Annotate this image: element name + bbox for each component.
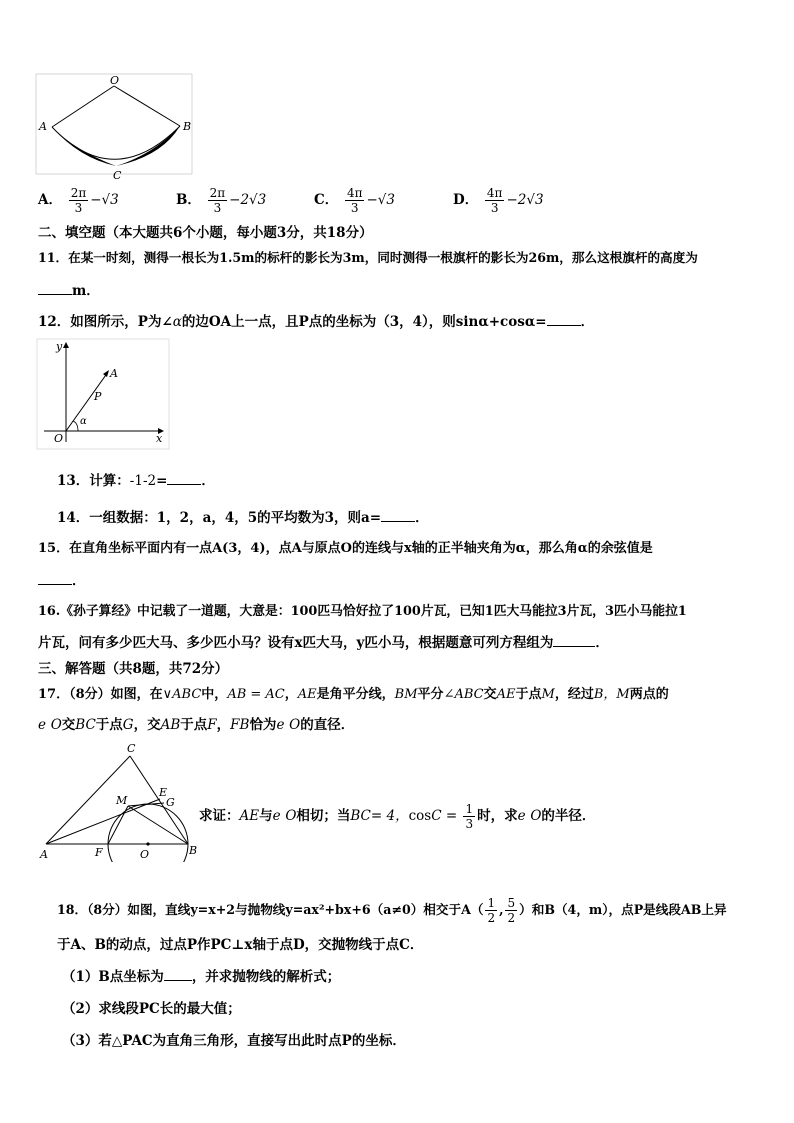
text-segment: 3	[490, 201, 499, 215]
y-axis-arrow	[63, 342, 69, 348]
label-O: O	[54, 432, 64, 445]
text-segment: 4π	[486, 186, 503, 200]
label-A: A	[110, 367, 118, 380]
text-segment: M	[541, 687, 555, 702]
segment-AE	[46, 799, 160, 844]
option-rest: −√3	[366, 192, 395, 208]
q13-line	[57, 470, 756, 492]
q12-figure	[36, 338, 170, 450]
section-3-heading: 三、解答题（共8题，共72分）	[38, 661, 229, 677]
option-c	[314, 186, 395, 215]
label-P: P	[94, 390, 102, 403]
label-O: O	[140, 848, 150, 861]
q15-line1: 15．在直角坐标平面内有一点A(3，4)，点A与原点O的连线与x轴的正半轴夹角为α，那么角α的余弦值是	[38, 541, 653, 556]
segment-BM	[128, 806, 188, 844]
text-segment: 18．（8分）如图，直线y=x+2与抛物线y=ax²+bx+6（a≠0）相交于A（	[57, 902, 484, 917]
q11-unit: m．	[72, 283, 100, 299]
answer-blank[interactable]	[164, 968, 192, 981]
text-segment: ，	[216, 717, 231, 733]
text-segment: AB	[160, 717, 181, 733]
shaded-region-left	[52, 127, 116, 166]
option-fraction	[345, 186, 365, 215]
text-segment: 恰为	[249, 717, 277, 733]
q16-line2	[38, 632, 756, 654]
text-segment: 2π	[209, 186, 226, 200]
label-G: G	[166, 796, 175, 809]
text-segment: 于点	[95, 717, 123, 733]
option-d	[453, 186, 544, 215]
label-C: C	[113, 169, 122, 182]
text-segment: ，	[284, 687, 298, 702]
text-segment: 两点的	[629, 687, 669, 702]
label-M: M	[116, 794, 128, 807]
q18-line1	[57, 896, 756, 925]
segment-OB	[114, 86, 180, 126]
q14-text: 14．一组数据：1，2，a，4，5的平均数为3，则a=	[57, 510, 382, 526]
text-segment: 4π	[346, 186, 363, 200]
text-segment: 2π	[70, 186, 87, 200]
q16-end: ．	[595, 635, 609, 651]
q13-end: ．	[201, 473, 215, 489]
text-segment: 于点	[515, 687, 542, 702]
q15-end: ．	[72, 573, 86, 589]
q13-prefix: 13．计算：	[57, 473, 130, 489]
answer-blank[interactable]	[547, 313, 581, 326]
option-fraction	[485, 186, 505, 215]
option-a	[38, 186, 119, 215]
q14-line	[57, 507, 756, 529]
text-segment: 的直径．	[300, 717, 355, 733]
text-segment: O	[289, 717, 301, 733]
shaded-region-right	[116, 126, 180, 166]
label-B: B	[189, 844, 198, 857]
label-A: A	[39, 120, 47, 133]
text-segment: （1）B点坐标为	[62, 969, 164, 985]
option-letter: B．	[176, 192, 201, 208]
text-segment: AE	[496, 687, 516, 702]
label-E: E	[159, 786, 168, 799]
option-b	[176, 186, 266, 215]
q14-end: ．	[415, 510, 429, 526]
text-segment: 于点	[180, 717, 208, 733]
text-segment: ,	[499, 902, 504, 917]
text-segment: 是角平分线，	[316, 687, 395, 702]
text-segment: 时，求	[477, 808, 518, 824]
side-BC	[130, 756, 188, 844]
label-alpha: α	[80, 416, 87, 427]
text-segment: BC	[350, 808, 371, 824]
text-segment: BC	[75, 717, 96, 733]
text-segment: 17．（8分）如图，在	[38, 687, 163, 702]
option-rest: −√3	[90, 192, 119, 208]
text-segment: 中，	[201, 687, 228, 702]
q16-text: 片瓦，问有多少匹大马、多少匹小马？设有x匹大马，y匹小马，根据题意可列方程组为	[38, 635, 554, 651]
q18-part3: （3）若△PAC为直角三角形，直接写出此时点P的坐标．	[62, 1033, 406, 1049]
q13-equals: =	[156, 473, 168, 489]
text-segment: O	[285, 808, 297, 824]
text-segment: ，经过	[554, 687, 594, 702]
cos-fraction	[463, 802, 475, 831]
text-segment: 1	[465, 802, 474, 816]
text-segment: e	[272, 808, 281, 824]
text-segment: 1	[487, 896, 496, 910]
angle-arc	[73, 421, 78, 431]
option-fraction	[69, 186, 89, 215]
text-segment: e	[517, 808, 526, 824]
text-segment: ）和B（4，m），点P是线段AB上异	[519, 902, 727, 917]
answer-blank[interactable]	[38, 572, 72, 585]
text-segment: ，交	[133, 717, 161, 733]
answer-blank[interactable]	[381, 509, 415, 522]
text-segment: ，并求抛物线的解析式；	[191, 969, 341, 985]
text-segment: =	[441, 808, 462, 824]
label-C: C	[127, 742, 136, 755]
segment-OA	[52, 86, 114, 127]
label-B: B	[183, 120, 192, 133]
q18-line2: 于A、B的动点，过点P作PC⊥x轴于点D，交抛物线于点C．	[57, 937, 424, 953]
text-segment: AE	[297, 687, 317, 702]
text-segment: 与	[259, 808, 273, 824]
label-x: x	[156, 432, 163, 445]
label-F: F	[95, 846, 103, 859]
q17-line1	[38, 684, 756, 706]
text-segment: F	[207, 717, 217, 733]
text-segment: ∠ABC	[443, 687, 484, 702]
text-segment: BM	[394, 687, 418, 702]
q15-line2	[38, 570, 756, 592]
text-segment: FB	[230, 717, 250, 733]
text-segment: 相切；当	[296, 808, 351, 824]
coord-x-fraction	[485, 896, 497, 925]
q12-text-b: 的边OA上一点，且P点的坐标为（3，4），则sinα+cosα=	[181, 314, 547, 330]
q11-line1: 11．在某一时刻，测得一根长为1.5m的标杆的影长为3m，同时测得一根旗杆的影长为26m，那么这根旗杆的高度为	[38, 250, 698, 265]
ray-OA	[66, 372, 108, 431]
q12-text-a: 12．如图所示，P为∠	[38, 314, 173, 330]
text-segment: 3	[465, 817, 474, 831]
q17-figure	[36, 740, 206, 862]
text-segment: 2	[507, 911, 516, 925]
text-segment: 2	[487, 911, 496, 925]
q12-end: ．	[580, 314, 595, 330]
q12-line	[38, 311, 756, 333]
option-letter: D．	[453, 192, 479, 208]
option-rest: −2√3	[506, 192, 544, 208]
text-segment: G	[122, 717, 134, 733]
q17-line2	[38, 714, 756, 736]
q12-alpha: α	[172, 314, 182, 330]
text-segment: 3	[350, 201, 359, 215]
label-A: A	[40, 848, 48, 861]
text-segment: e	[38, 717, 46, 733]
q18-part1	[62, 966, 756, 988]
ray-arrow	[103, 370, 109, 377]
text-segment: cos	[408, 808, 432, 824]
option-letter: A．	[38, 192, 62, 208]
text-segment: ∨ABC	[162, 687, 202, 702]
text-segment: 平分	[417, 687, 444, 702]
text-segment: O	[530, 808, 542, 824]
text-segment: B，M	[593, 687, 630, 702]
option-rest: −2√3	[229, 192, 267, 208]
text-segment: AE	[239, 808, 260, 824]
text-segment: C	[431, 808, 442, 824]
text-segment: e	[276, 717, 285, 733]
text-segment: 5	[507, 896, 516, 910]
text-segment: 交	[483, 687, 497, 702]
center-O	[146, 842, 149, 845]
text-segment: 3	[213, 201, 222, 215]
q10-figure	[34, 72, 194, 184]
option-letter: C．	[314, 192, 339, 208]
label-O: O	[110, 74, 120, 87]
q18-part2: （2）求线段PC长的最大值；	[62, 1001, 241, 1017]
text-segment: 交	[61, 717, 76, 733]
q13-expression: -1-2	[129, 473, 157, 489]
text-segment: = 4，	[370, 808, 409, 824]
q17-prove	[199, 802, 756, 831]
section-2-heading: 二、填空题（本大题共6个小题，每小题3分，共18分）	[38, 225, 373, 241]
answer-blank[interactable]	[38, 282, 72, 295]
text-segment: AB = AC	[227, 687, 285, 702]
text-segment: 3	[74, 201, 83, 215]
text-segment: 求证：	[199, 808, 240, 824]
q16-line1: 16.《孙子算经》中记载了一道题，大意是：100匹马恰好拉了100片瓦，已知1匹大马能拉3片瓦，3匹小马能拉1	[38, 604, 687, 619]
option-fraction	[208, 186, 228, 215]
label-y: y	[56, 340, 63, 353]
coord-y-fraction	[505, 896, 517, 925]
answer-blank[interactable]	[167, 472, 201, 485]
text-segment: O	[50, 717, 62, 733]
answer-blank[interactable]	[553, 634, 595, 647]
q11-line2	[38, 280, 756, 302]
text-segment: 的半径．	[541, 808, 596, 824]
arc-ACB	[52, 126, 180, 159]
